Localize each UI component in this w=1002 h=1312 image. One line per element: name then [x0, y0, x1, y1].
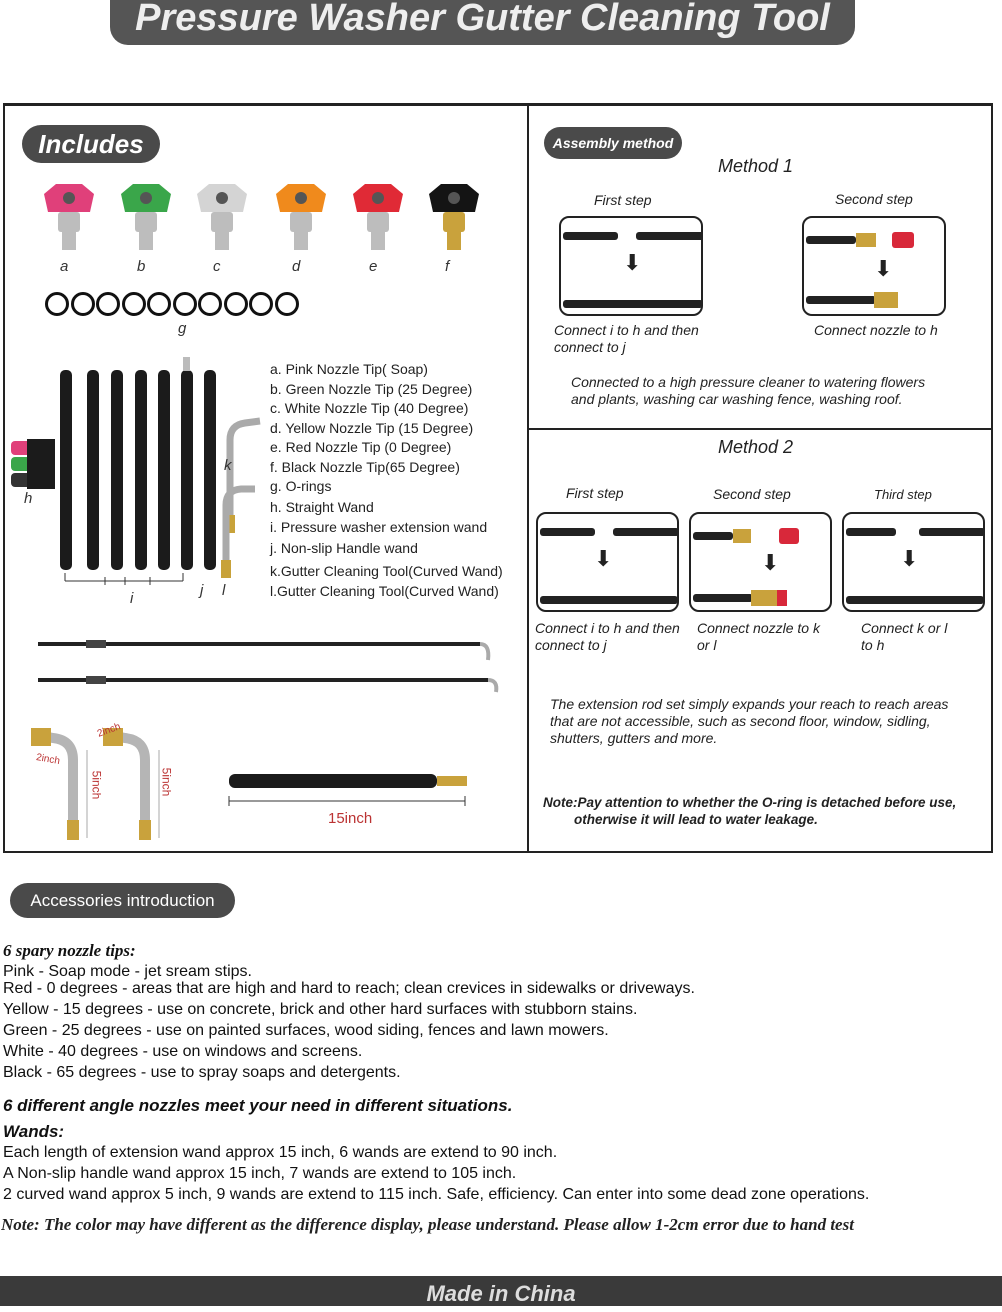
- nozzle-icon: [115, 182, 177, 257]
- list-item: i. Pressure washer extension wand: [270, 519, 488, 535]
- dim-2inch-b: 2inch: [95, 721, 123, 740]
- divider-vertical: [527, 105, 529, 853]
- footer-banner: Made in China: [0, 1276, 1002, 1306]
- o-rings-label: g: [178, 320, 187, 337]
- divider-horizontal: [528, 428, 993, 430]
- dim-2inch-a: 2inch: [35, 752, 61, 767]
- list-item: c. White Nozzle Tip (40 Degree): [270, 400, 469, 416]
- angle-line: 6 different angle nozzles meet your need in different situations.: [3, 1096, 513, 1115]
- assembled-wands-illustration: [30, 630, 510, 700]
- nozzle-letter: e: [369, 258, 378, 275]
- list-item: Yellow - 15 degrees - use on concrete, brick and other hard surfaces with stubborn stains.: [3, 1001, 638, 1018]
- o-ring-icon: [224, 292, 248, 316]
- nozzle-icon: [191, 182, 253, 257]
- list-item: e. Red Nozzle Tip (0 Degree): [270, 439, 452, 455]
- nozzle-letter: d: [292, 258, 301, 275]
- m2-step3-caption: Connect k or l to h: [861, 620, 948, 653]
- m2-step3-box: [842, 512, 985, 612]
- method2-title: Method 2: [718, 437, 794, 457]
- nozzle-heading: 6 spary nozzle tips:: [3, 941, 136, 960]
- nozzle-icon: [38, 182, 100, 257]
- accessories-badge: Accessories introduction: [10, 883, 235, 918]
- wand-label-j: j: [200, 582, 204, 599]
- list-item: Pink - Soap mode - jet sream stips.: [3, 963, 252, 980]
- m2-step1-label: First step: [566, 485, 624, 501]
- m1-step1-caption: Connect i to h and then connect to j: [554, 322, 699, 355]
- nozzle-tip-a: [38, 182, 100, 275]
- m2-step3-label: Third step: [874, 487, 932, 502]
- nozzle-tip-e: [347, 182, 409, 275]
- o-rings-row: [45, 292, 300, 321]
- arrow-down-icon: ⬇: [761, 550, 780, 575]
- list-item: f. Black Nozzle Tip(65 Degree): [270, 458, 460, 475]
- nozzle-icon: [347, 182, 409, 257]
- dim-5inch-a: 5inch: [89, 770, 104, 800]
- m2-step2-box: [689, 512, 832, 612]
- o-ring-icon: [96, 292, 120, 316]
- list-item: Green - 25 degrees - use on painted surfaces, wood siding, fences and lawn mowers.: [3, 1022, 609, 1039]
- m2-step1-caption: Connect i to h and then connect to j: [535, 620, 680, 653]
- m2-step1-box: [536, 512, 679, 612]
- list-item: b. Green Nozzle Tip (25 Degree): [270, 380, 473, 397]
- nozzle-tip-c: [191, 182, 253, 275]
- o-ring-icon: [249, 292, 273, 316]
- o-ring-icon: [71, 292, 95, 316]
- m2-description: The extension rod set simply expands your reach to reach areas that are not accessible, such as second floor, window, sidling, shutters, gutters and more.: [550, 696, 949, 746]
- nozzle-icon: [270, 182, 332, 257]
- m1-step2-caption: Connect nozzle to h: [814, 322, 938, 338]
- list-item: k.Gutter Cleaning Tool(Curved Wand): [270, 563, 503, 579]
- nozzle-icon: [423, 182, 485, 257]
- arrow-down-icon: ⬇: [623, 250, 642, 275]
- wands-heading: Wands:: [3, 1122, 65, 1141]
- list-item: h. Straight Wand: [270, 498, 374, 515]
- m1-step2-box: [802, 216, 946, 316]
- o-ring-icon: [147, 292, 171, 316]
- m1-step1-box: [559, 216, 703, 316]
- o-ring-icon: [198, 292, 222, 316]
- nozzle-letter: b: [137, 258, 146, 275]
- curved-wands-illustration: [25, 720, 205, 845]
- page-title: Pressure Washer Gutter Cleaning Tool: [110, 0, 855, 45]
- list-item: Each length of extension wand approx 15 inch, 6 wands are extend to 90 inch.: [3, 1144, 558, 1161]
- nozzle-letter: a: [60, 258, 69, 275]
- o-ring-icon: [173, 292, 197, 316]
- list-item: g. O-rings: [270, 478, 332, 494]
- list-item: Red - 0 degrees - areas that are high and hard to reach; clean crevices in sidewalks or driveways.: [3, 980, 695, 997]
- dim-15inch: 15inch: [328, 810, 373, 827]
- wand-group-i: [60, 357, 216, 570]
- color-note: Note: The color may have different as the difference display, please understand. Please allow 1-2cm error due to hand test: [1, 1215, 854, 1234]
- nozzle-letter: f: [445, 258, 450, 275]
- arrow-down-icon: ⬇: [874, 256, 893, 281]
- list-item: d. Yellow Nozzle Tip (15 Degree): [270, 419, 474, 436]
- list-item: l.Gutter Cleaning Tool(Curved Wand): [270, 582, 499, 599]
- m2-step2-label: Second step: [713, 486, 791, 502]
- o-ring-icon: [45, 292, 69, 316]
- includes-badge: Includes: [22, 125, 160, 163]
- accessories-text: [3, 940, 869, 1205]
- wands-illustration: [5, 355, 267, 605]
- arrow-down-icon: ⬇: [900, 546, 919, 571]
- o-ring-icon: [275, 292, 299, 316]
- nozzle-letter: c: [213, 258, 221, 275]
- wand-label-h: h: [24, 490, 33, 507]
- nozzle-tip-d: [270, 182, 332, 275]
- wand-h-nozzles: [11, 439, 55, 489]
- list-item: j. Non-slip Handle wand: [270, 539, 418, 556]
- arrow-down-icon: ⬇: [594, 546, 613, 571]
- items-list: [270, 360, 503, 601]
- list-item: 2 curved wand approx 5 inch, 9 wands are extend to 115 inch. Safe, efficiency. Can enter into some dead zone operations.: [3, 1186, 870, 1203]
- method1-title: Method 1: [718, 156, 794, 176]
- list-item: White - 40 degrees - use on windows and screens.: [3, 1043, 363, 1060]
- list-item: Black - 65 degrees - use to spray soaps and detergents.: [3, 1064, 401, 1081]
- nozzle-tip-f: [423, 182, 485, 275]
- list-item: A Non-slip handle wand approx 15 inch, 7 wands are extend to 105 inch.: [3, 1165, 517, 1182]
- m1-step1-label: First step: [594, 192, 652, 208]
- list-item: a. Pink Nozzle Tip( Soap): [270, 361, 428, 377]
- wand-label-i: i: [130, 590, 134, 607]
- wand-label-k: k: [224, 457, 232, 474]
- o-ring-icon: [122, 292, 146, 316]
- assembly-note: Note:Pay attention to whether the O-ring is detached before use, otherwise it will lead to water leakage.: [543, 795, 957, 827]
- dim-5inch-b: 5inch: [159, 767, 174, 797]
- assembly-badge: Assembly method: [544, 127, 682, 159]
- single-wand-illustration: [225, 768, 475, 808]
- wand-label-l: l: [222, 582, 226, 599]
- nozzle-tip-b: [115, 182, 177, 275]
- m1-step2-label: Second step: [835, 191, 913, 207]
- m1-description: Connected to a high pressure cleaner to watering flowers and plants, washing car washing fence, washing roof.: [571, 374, 926, 407]
- m2-step2-caption: Connect nozzle to k or l: [697, 620, 820, 653]
